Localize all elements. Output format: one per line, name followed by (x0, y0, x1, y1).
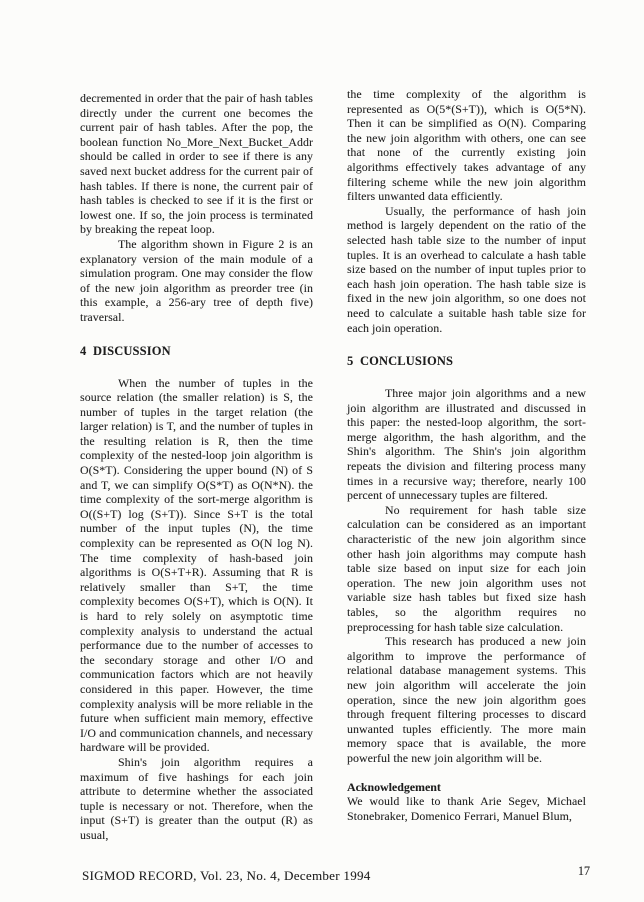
right-column (347, 87, 586, 823)
section-heading-discussion: 4 DISCUSSION (80, 343, 171, 358)
acknowledgement-text: We would like to thank Arie Segev, Michael Stonebraker, Domenico Ferrari, Manuel Blum, (347, 794, 586, 823)
acknowledgement-heading: Acknowledgement (347, 779, 441, 794)
paragraph-continued-from-previous-page: decremented in order that the pair of hash tables directly under the current one becomes the current pair of hash tables. After the pop, the boolean function No_More_Next_Bucket_Addr should be called in order to see if there is any saved next bucket address for the current pair of hash tables. If there is none, the current pair of hash tables is checked to see if it is the first or lowest one. If so, the join process is terminated by breaking the repeat loop. (80, 91, 313, 237)
paragraph-conclusions-summary: Three major join algorithms and a new join algorithm are illustrated and discussed in this paper: the nested-loop algorithm, the sort-merge algorithm, the hash algorithm, and the Shin's algorithm. The Shin's join algorithm repeats the division and filtering process many times in a recursive way; therefore, nearly 100 percent of unnecessary tuples are filtered. (347, 386, 586, 503)
footer-journal-line: SIGMOD RECORD, Vol. 23, No. 4, December 1994 (82, 868, 371, 883)
paragraph-continued-complexity: the time complexity of the algorithm is represented as O(5*(S+T)), which is O(5*N). Then it can be simplified as O(N). Comparing the new join algorithm with others, one can see that none of the currently existing join algorithms effectively takes advantage of any filtering scheme while the new join algorithm filters unwanted data efficiently. (347, 87, 586, 204)
paragraph-discussion-shins-algorithm: Shin's join algorithm requires a maximum of five hashings for each join attribute to determine whether the associated tuple is necessary or not. Therefore, when the input (S+T) is greater than the output (R) as usual, (80, 754, 313, 842)
paragraph-discussion-complexity: When the number of tuples in the source relation (the smaller relation) is S, the number of tuples in the target relation (the larger relation) is T, and the number of tuples in the resulting relation is R, then the time complexity of the nested-loop join algorithm is O(S*T). Considering the upper bound (N) of S and T, we can simplify O(S*T) as O(N*N). the time complexity of the sort-merge algorithm is O((S+T) log (S+T)). Since S+T is the total number of the input tuples (N), the time complexity can be represented as O(N log N). The time complexity of hash-based join algorithms is O(S+T+R). Assuming that R is relatively smaller than S+T, the time complexity becomes O(S+T), which is O(N). It is hard to rely solely on asymptotic time complexity analysis to understand the actual performance due to the number of accesses to the secondary storage and other I/O and communication factors which are not heavily considered in this paper. However, the time complexity analysis will be more reliable in the future when sufficient main memory, effective I/O and communication channels, and necessary hardware will be provided. (80, 375, 313, 755)
footer-page-number: 17 (577, 864, 590, 878)
left-column (80, 91, 313, 843)
paragraph-conclusions-hash-table-size: No requirement for hash table size calculation can be considered as an important characteristic of the new join algorithm since other hash join algorithms may compute hash table size based on input size for each join operation. The new join algorithm uses not variable size hash tables but fixed size hash tables, so the algorithm requires no preprocessing for hash table size calculation. (347, 502, 586, 634)
paragraph-hash-join-performance: Usually, the performance of hash join method is largely dependent on the ratio of the selected hash table size to the number of input tuples. It is an overhead to calculate a hash table size based on the number of input tuples prior to each hash join operation. The hash table size is fixed in the new join algorithm, so one does not need to calculate a suitable hash table size for each join operation. (347, 203, 586, 335)
paragraph-conclusions-research-result: This research has produced a new join algorithm to improve the performance of relational database management systems. This new join algorithm will accelerate the join operation, since the new join algorithm goes through frequent filtering processes to discard unwanted tuples efficiently. The more main memory space that is available, the more powerful the new join algorithm will be. (347, 634, 586, 765)
section-heading-conclusions: 5 CONCLUSIONS (347, 354, 454, 369)
paragraph-figure2-algorithm: The algorithm shown in Figure 2 is an explanatory version of the main module of a simulation program. One may consider the flow of the new join algorithm as preorder tree (in this example, a 256-ary tree of depth five) traversal. (80, 236, 313, 324)
